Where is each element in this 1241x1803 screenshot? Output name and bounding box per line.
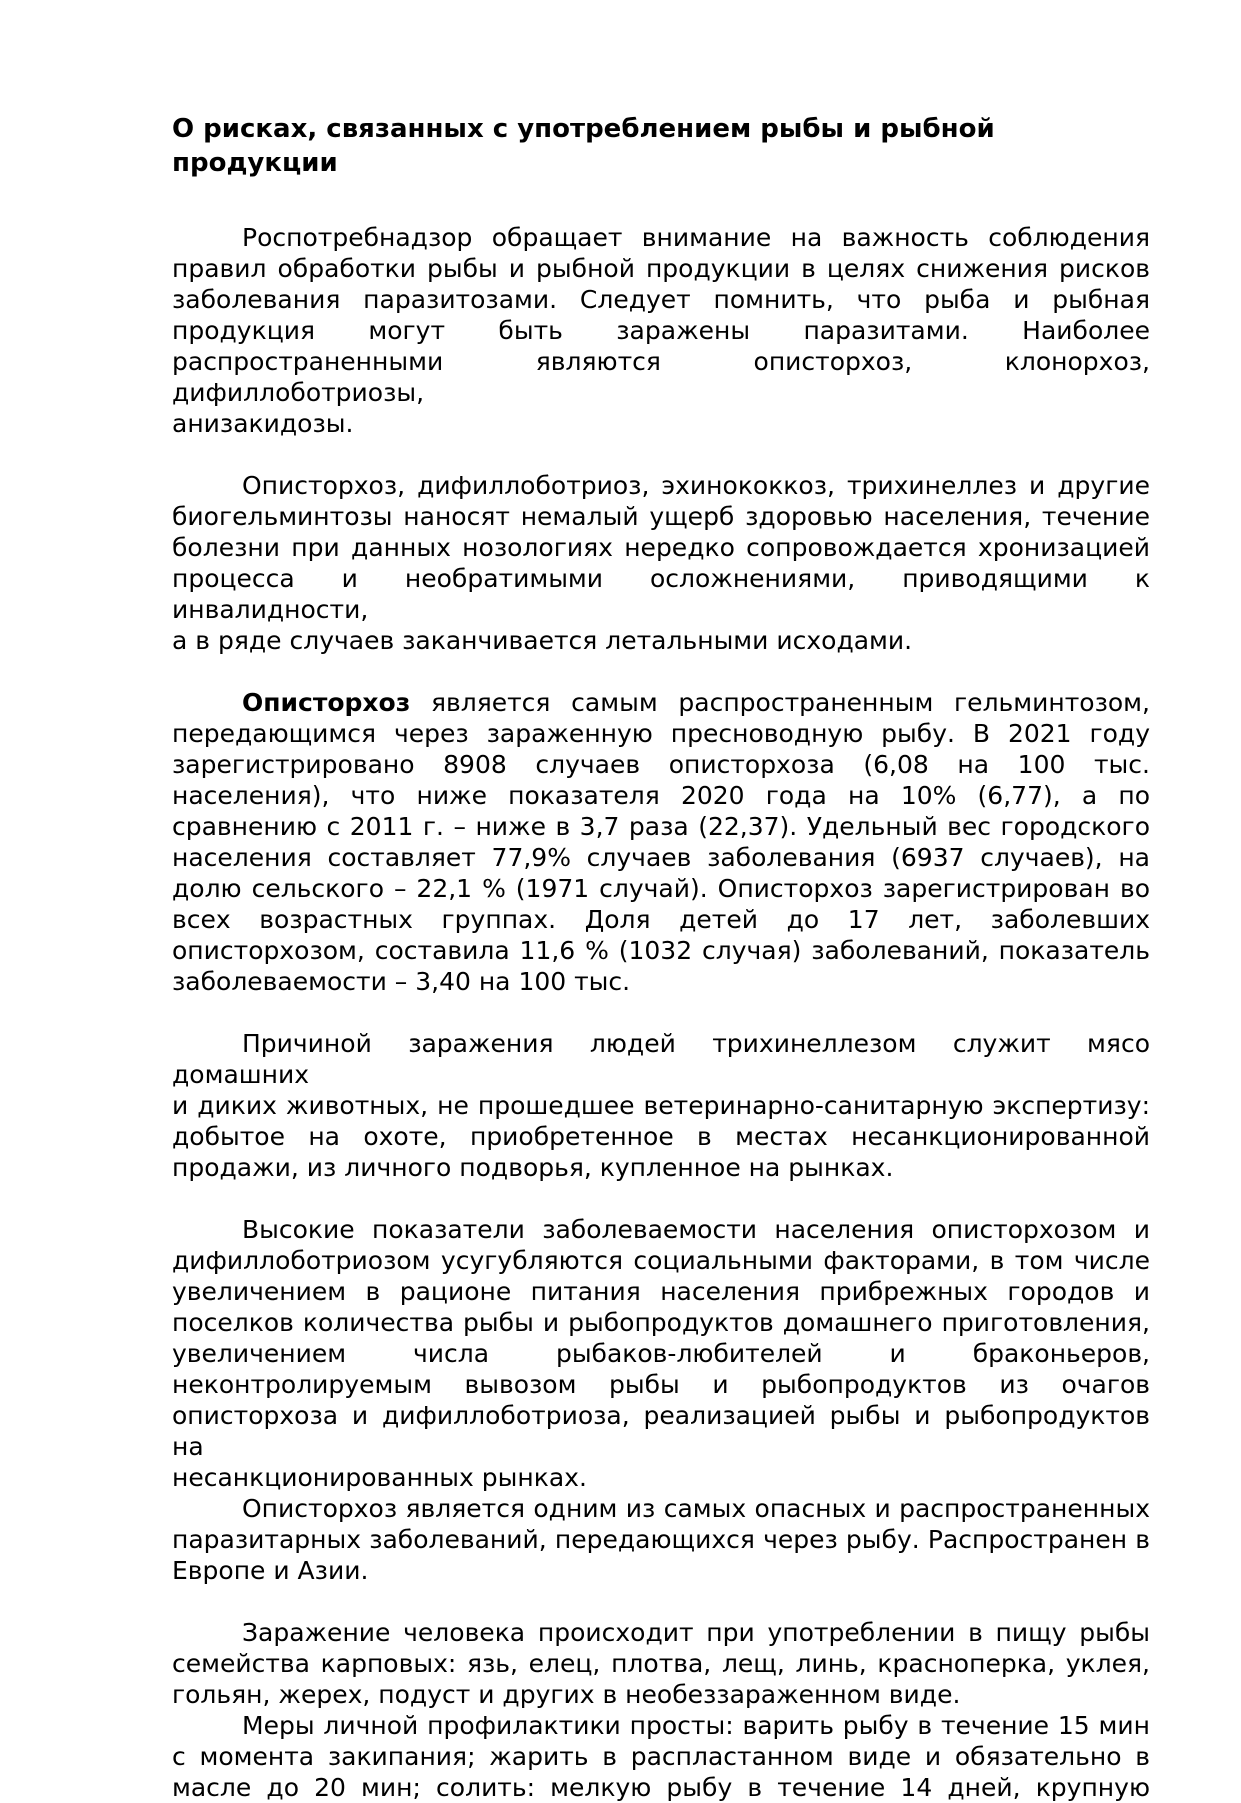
text-line: населения), что ниже показателя 2020 года на 10% (6,77), а по (172, 781, 1150, 810)
paragraph (172, 687, 1150, 997)
text-line: долю сельского – 22,1 % (1971 случай). Описторхоз зарегистрирован во (172, 874, 1150, 903)
text-line: неконтролируемым вывозом рыбы и рыбопродуктов из очагов (172, 1370, 1150, 1399)
paragraph (172, 222, 1150, 439)
paragraph (172, 1028, 1150, 1183)
text-line: а в ряде случаев заканчивается летальными исходами. (172, 626, 913, 655)
text-line: заболеваемости – 3,40 на 100 тыс. (172, 967, 631, 996)
text-line: с момента закипания; жарить в распластанном виде и обязательно в (172, 1742, 1150, 1771)
text-line: сравнению с 2011 г. – ниже в 3,7 раза (22,37). Удельный вес городского (172, 812, 1150, 841)
text-line: и диких животных, не прошедшее ветеринарно-санитарную экспертизу: (172, 1091, 1150, 1120)
text-line: распространенными являются описторхоз, клонорхоз, дифиллоботриозы, (172, 347, 1150, 407)
text-line: семейства карповых: язь, елец, плотва, лещ, линь, красноперка, уклея, (172, 1649, 1150, 1678)
text-line: передающимся через зараженную пресноводную рыбу. В 2021 году (172, 719, 1150, 748)
text-line: Заражение человека происходит при употреблении в пищу рыбы (242, 1618, 1150, 1647)
text-line: правил обработки рыбы и рыбной продукции в целях снижения рисков (172, 254, 1150, 283)
paragraph (172, 1214, 1150, 1493)
paragraph (172, 470, 1150, 656)
text-line (172, 687, 1150, 718)
text-line: биогельминтозы наносят немалый ущерб здоровью населения, течение (172, 502, 1150, 531)
text-line: всех возрастных группах. Доля детей до 17 лет, заболевших (172, 905, 1150, 934)
text-line: населения составляет 77,9% случаев заболевания (6937 случаев), на (172, 843, 1150, 872)
text-line: болезни при данных нозологиях нередко сопровождается хронизацией (172, 533, 1150, 562)
text-line: продукция могут быть заражены паразитами. Наиболее (172, 316, 1150, 345)
text-line: заболевания паразитозами. Следует помнить, что рыба и рыбная (172, 285, 1150, 314)
text-line: поселков количества рыбы и рыбопродуктов домашнего приготовления, (172, 1308, 1150, 1337)
text-line: увеличением числа рыбаков-любителей и браконьеров, (172, 1339, 1150, 1368)
text-line: Роспотребнадзор обращает внимание на важность соблюдения (242, 223, 1150, 252)
text-line: Меры личной профилактики просты: варить рыбу в течение 15 мин (242, 1711, 1150, 1740)
text-line: описторхоза и дифиллоботриоза, реализацией рыбы и рыбопродуктов на (172, 1401, 1150, 1461)
text-line: Причиной заражения людей трихинеллезом служит мясо домашних (172, 1029, 1150, 1089)
paragraph (172, 1710, 1150, 1803)
text-line: паразитарных заболеваний, передающихся через рыбу. Распространен в (172, 1525, 1150, 1554)
text-line: продажи, из личного подворья, купленное на рынках. (172, 1153, 894, 1182)
text-line: Европе и Азии. (172, 1556, 369, 1585)
text-line: добытое на охоте, приобретенное в местах несанкционированной (172, 1122, 1150, 1151)
text-line: зарегистрировано 8908 случаев описторхоза (6,08 на 100 тыс. (172, 750, 1150, 779)
text-line: масле до 20 мин; солить: мелкую рыбу в течение 14 дней, крупную (172, 1773, 1150, 1802)
text-line: анизакидозы. (172, 409, 354, 438)
document-title: О рисках, связанных с употреблением рыбы и рыбной продукции (172, 114, 995, 178)
document-body (172, 222, 1150, 1803)
text-line: описторхозом, составила 11,6 % (1032 случая) заболеваний, показатель (172, 936, 1150, 965)
text-line: Описторхоз является одним из самых опасных и распространенных (242, 1494, 1150, 1523)
text-line: Высокие показатели заболеваемости населения описторхозом и (242, 1215, 1150, 1244)
text-line: несанкционированных рынках. (172, 1463, 587, 1492)
text-line: дифиллоботриозом усугубляются социальными факторами, в том числе (172, 1246, 1150, 1275)
line-text: является самым распространенным гельминтозом, (410, 688, 1150, 717)
text-line: гольян, жерех, подуст и других в необеззараженном виде. (172, 1680, 961, 1709)
paragraph (172, 1493, 1150, 1586)
paragraph (172, 1617, 1150, 1710)
text-line: Описторхоз, дифиллоботриоз, эхинококкоз, трихинеллез и другие (242, 471, 1150, 500)
text-line: увеличением в рационе питания населения прибрежных городов и (172, 1277, 1150, 1306)
text-line: процесса и необратимыми осложнениями, приводящими к инвалидности, (172, 564, 1150, 624)
bold-lead: Описторхоз (242, 688, 411, 717)
